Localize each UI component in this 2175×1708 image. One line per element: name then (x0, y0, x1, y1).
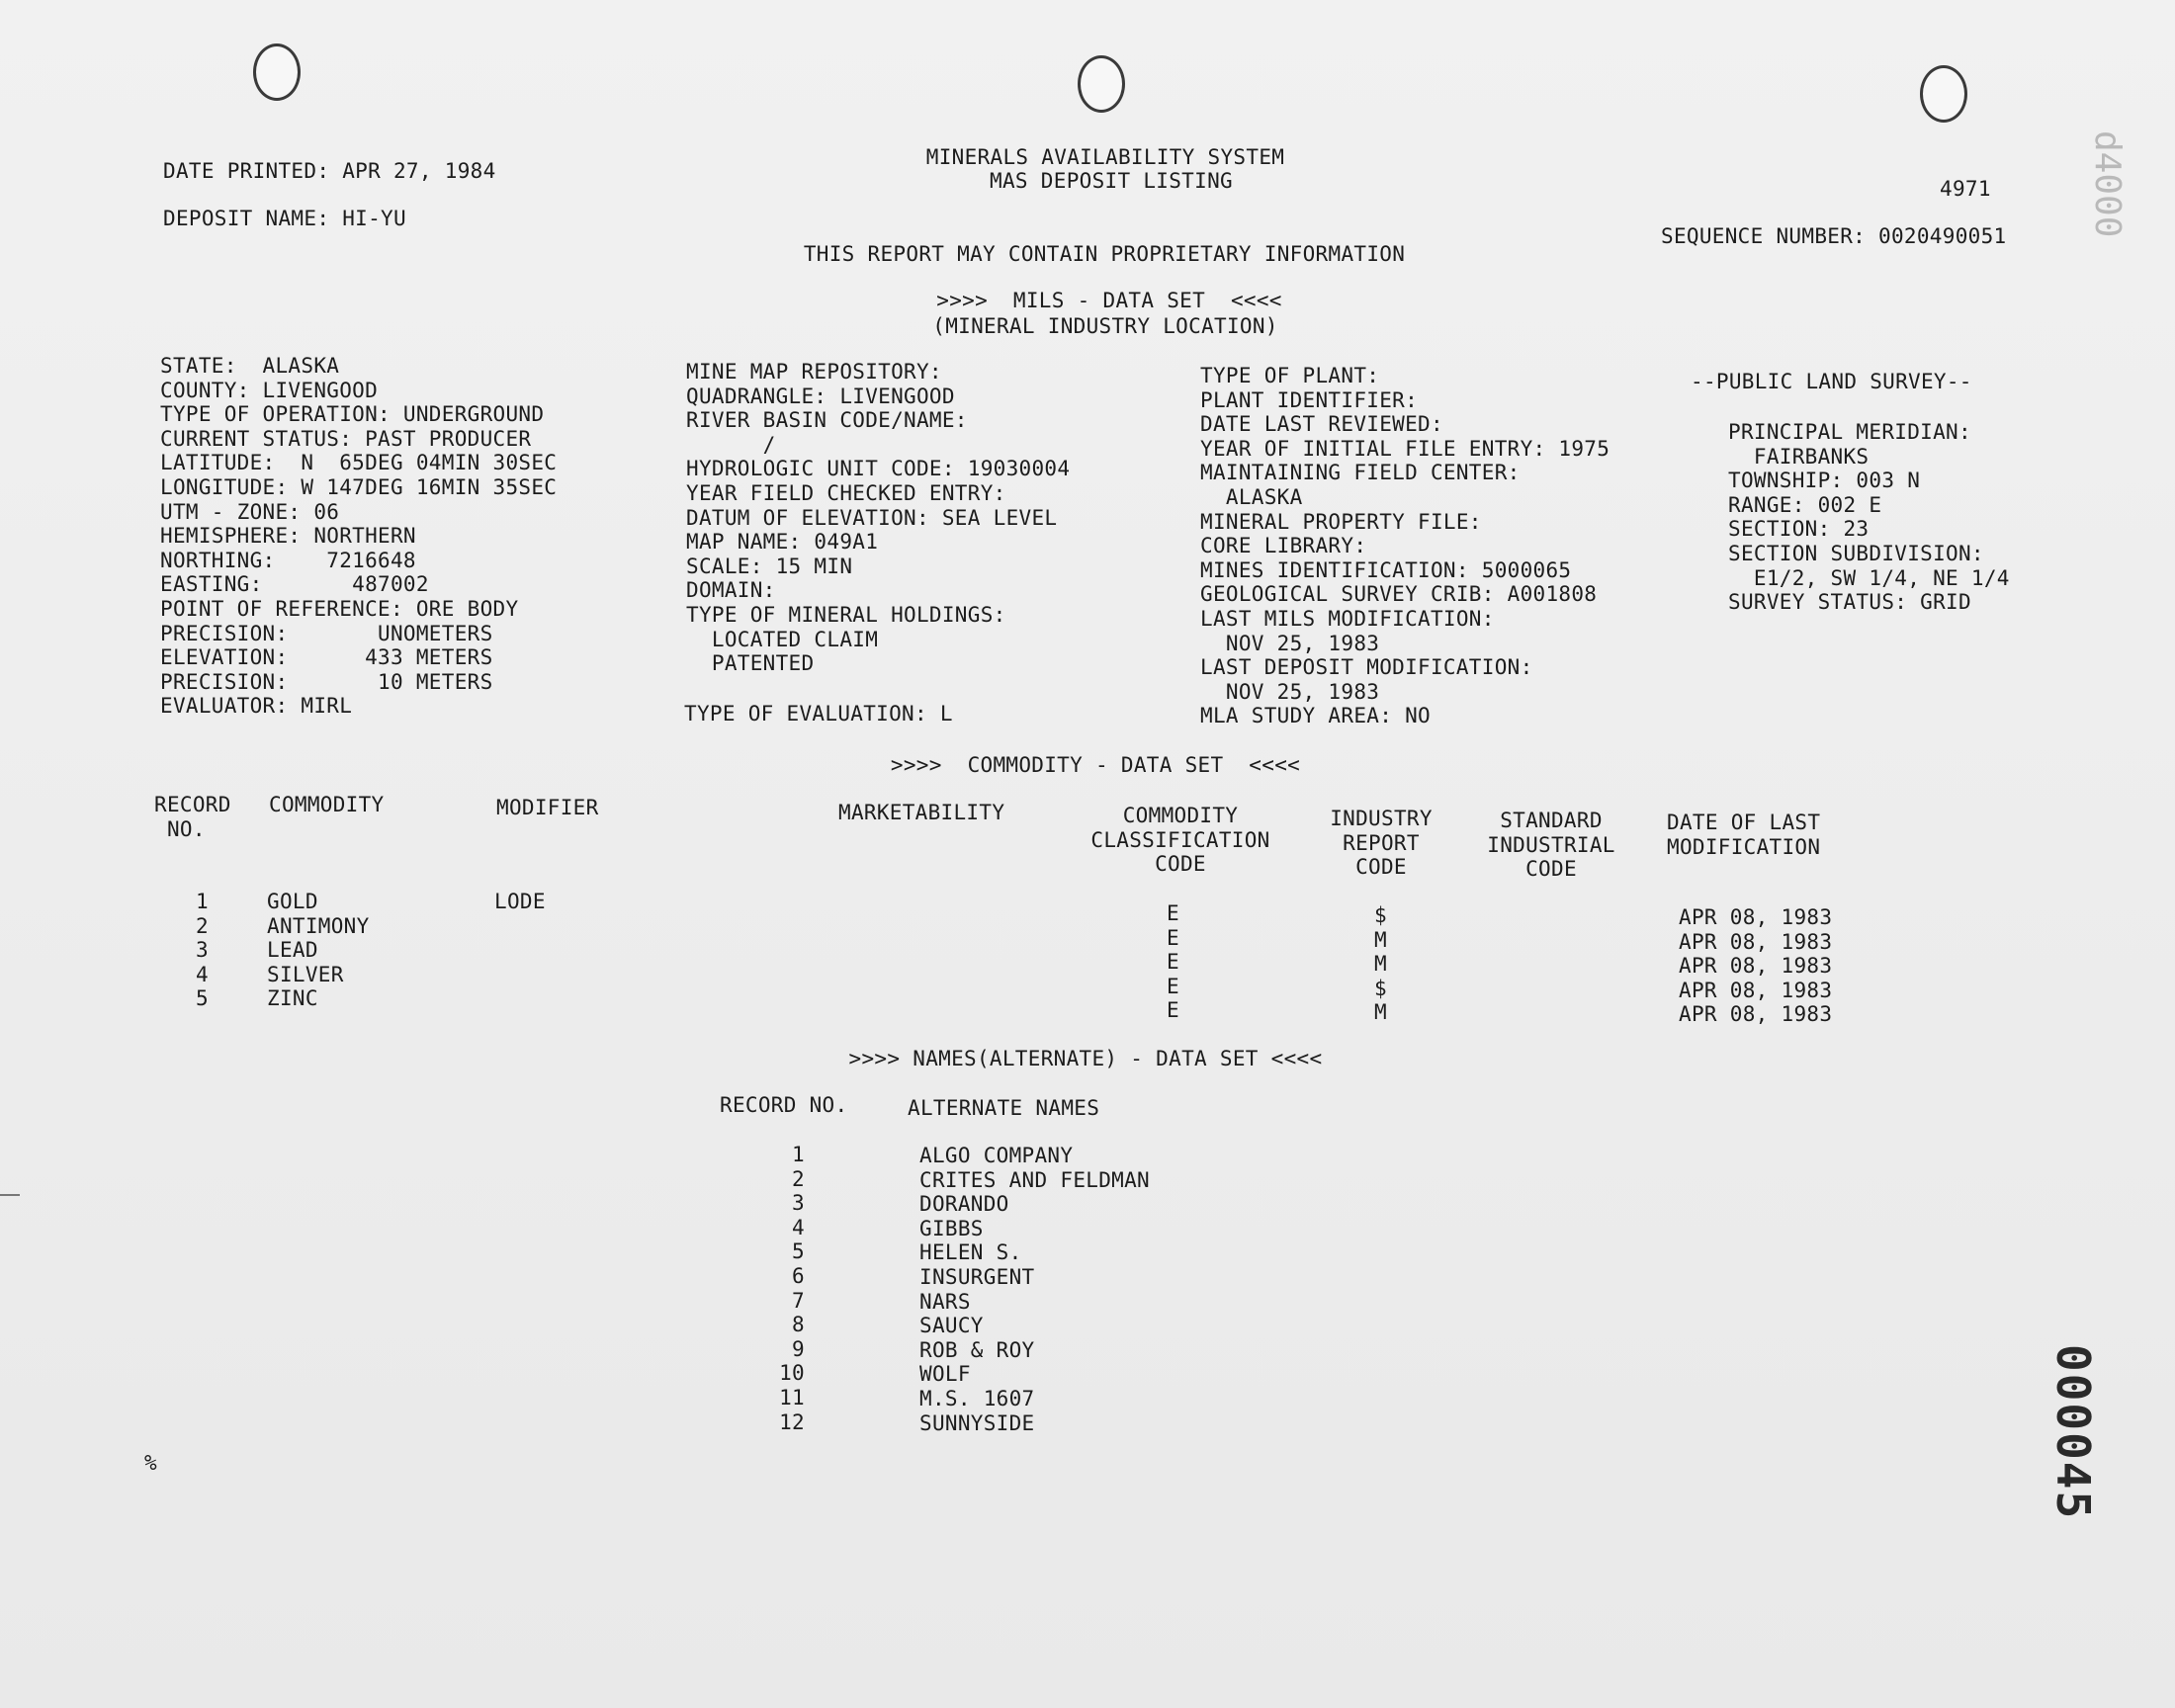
location-field: HEMISPHERE: NORTHERN (160, 524, 416, 549)
file-field: MAINTAINING FIELD CENTER: (1200, 461, 1521, 485)
industry-report-code: $ (1374, 903, 1387, 927)
file-field: PLANT IDENTIFIER: (1200, 387, 1419, 412)
location-field: LATITUDE: N 65DEG 04MIN 30SEC (160, 451, 558, 475)
file-field: TYPE OF PLANT: (1200, 364, 1380, 387)
punch-hole-right (1920, 65, 1967, 123)
commodity-header-commodity: COMMODITY (269, 793, 385, 816)
alternate-name: INSURGENT (919, 1265, 1035, 1289)
file-field: MLA STUDY AREA: NO (1200, 704, 1431, 728)
mils-map-column (686, 360, 1070, 676)
commodity-modification-date: APR 08, 1983 (1679, 905, 1833, 929)
file-field: LAST DEPOSIT MODIFICATION: (1200, 655, 1533, 680)
commodity-header-record: RECORD NO. (154, 793, 231, 841)
map-field: DATUM OF ELEVATION: SEA LEVEL (686, 505, 1058, 530)
file-field: NOV 25, 1983 (1200, 631, 1380, 655)
map-field: QUADRANGLE: LIVENGOOD (686, 384, 955, 408)
top-right-stamp: d4000 (2087, 130, 2128, 238)
commodity-modification-date: APR 08, 1983 (1679, 954, 1833, 979)
industry-report-code: M (1374, 927, 1387, 952)
industry-report-code: M (1374, 952, 1387, 977)
alternate-name: GIBBS (919, 1216, 984, 1240)
map-field: SCALE: 15 MIN (686, 554, 853, 578)
alternate-name: SUNNYSIDE (919, 1410, 1035, 1435)
map-field: HYDROLOGIC UNIT CODE: 19030004 (686, 457, 1071, 481)
location-field: PRECISION: 10 METERS (160, 669, 493, 694)
commodity-name: GOLD (267, 890, 318, 913)
survey-field: SURVEY STATUS: GRID (1728, 590, 1971, 615)
map-field: TYPE OF MINERAL HOLDINGS: (686, 602, 1006, 627)
file-field: YEAR OF INITIAL FILE ENTRY: 1975 (1200, 436, 1610, 461)
survey-field: PRINCIPAL MERIDIAN: (1728, 420, 1971, 444)
commodity-header-date: DATE OF LAST MODIFICATION (1667, 811, 1821, 859)
location-field: TYPE OF OPERATION: UNDERGROUND (160, 402, 545, 427)
commodity-class-code: E (1167, 925, 1179, 950)
commodity-header-modifier: MODIFIER (496, 796, 599, 819)
deposit-name: DEPOSIT NAME: HI-YU (163, 207, 406, 230)
file-field: MINERAL PROPERTY FILE: (1200, 509, 1482, 534)
location-field: EVALUATOR: MIRL (160, 694, 353, 719)
alternate-name-record-no: 5 (792, 1239, 805, 1264)
alternate-name-record-no: 11 (779, 1386, 805, 1409)
bottom-right-stamp: 000045 (2046, 1344, 2100, 1521)
alternate-name: ALGO COMPANY (919, 1144, 1074, 1167)
alternate-name: SAUCY (919, 1314, 984, 1338)
alternate-name: HELEN S. (919, 1240, 1022, 1265)
location-field: STATE: ALASKA (160, 354, 340, 378)
location-field: NORTHING: 7216648 (160, 548, 416, 572)
mils-section-subtitle: (MINERAL INDUSTRY LOCATION) (932, 314, 1278, 338)
percent-mark: % (144, 1451, 157, 1475)
commodity-class-code: E (1167, 950, 1179, 975)
listing-title: MAS DEPOSIT LISTING (990, 169, 1233, 193)
system-title: MINERALS AVAILABILITY SYSTEM (925, 145, 1285, 169)
location-field: COUNTY: LIVENGOOD (160, 378, 379, 402)
alternate-name-record-no: 8 (792, 1313, 805, 1337)
commodity-class-code: E (1167, 998, 1179, 1023)
commodity-record-no: 2 (196, 913, 209, 938)
location-field: POINT OF REFERENCE: ORE BODY (160, 596, 519, 621)
mils-section-title: >>>> MILS - DATA SET <<<< (936, 289, 1282, 312)
file-field: GEOLOGICAL SURVEY CRIB: A001808 (1200, 582, 1598, 607)
mils-location-column (160, 354, 557, 719)
commodity-modification-date: APR 08, 1983 (1679, 978, 1833, 1002)
punch-hole-left (253, 43, 301, 101)
survey-field: SECTION: 23 (1728, 517, 1870, 542)
commodity-modifier: LODE (494, 890, 546, 913)
map-field: YEAR FIELD CHECKED ENTRY: (686, 480, 1006, 505)
names-header-alternate: ALTERNATE NAMES (908, 1096, 1100, 1120)
proprietary-notice: THIS REPORT MAY CONTAIN PROPRIETARY INFORMATION (803, 242, 1406, 266)
public-land-survey-title: --PUBLIC LAND SURVEY-- (1691, 370, 1972, 393)
file-field: DATE LAST REVIEWED: (1200, 412, 1443, 437)
alternate-name-record-no: 2 (792, 1166, 805, 1191)
names-header-record: RECORD NO. (720, 1093, 848, 1117)
commodity-header-classification: COMMODITY CLASSIFICATION CODE (1090, 804, 1270, 876)
location-field: UTM - ZONE: 06 (160, 499, 340, 524)
commodity-name: ZINC (267, 986, 318, 1011)
commodity-header-industry: INDUSTRY REPORT CODE (1330, 807, 1433, 879)
page-number: 4971 (1940, 177, 1991, 201)
survey-field: E1/2, SW 1/4, NE 1/4 (1728, 565, 2010, 590)
alternate-name-record-no: 12 (779, 1409, 805, 1434)
date-printed: DATE PRINTED: APR 27, 1984 (163, 159, 496, 183)
alternate-name-record-no: 3 (792, 1191, 805, 1216)
alternate-name-record-no: 4 (792, 1215, 805, 1239)
map-field: / (686, 432, 776, 457)
location-field: LONGITUDE: W 147DEG 16MIN 35SEC (160, 474, 558, 499)
alternate-name: DORANDO (919, 1192, 1009, 1217)
alternate-name-record-no: 1 (792, 1143, 805, 1166)
commodity-modification-date: APR 08, 1983 (1679, 1002, 1833, 1027)
file-field: ALASKA (1200, 484, 1303, 509)
commodity-record-no: 5 (196, 986, 209, 1011)
commodity-modification-date: APR 08, 1983 (1679, 929, 1833, 954)
sequence-number: SEQUENCE NUMBER: 0020490051 (1661, 224, 2007, 248)
location-field: PRECISION: UNOMETERS (160, 621, 493, 645)
commodity-record-no: 1 (196, 890, 209, 913)
punch-hole-center (1078, 55, 1125, 113)
survey-field: TOWNSHIP: 003 N (1728, 469, 1921, 493)
alternate-name: CRITES AND FELDMAN (919, 1167, 1150, 1192)
map-field: RIVER BASIN CODE/NAME: (686, 408, 968, 433)
public-land-survey-column (1728, 420, 2010, 615)
file-field: CORE LIBRARY: (1200, 534, 1367, 558)
survey-field: RANGE: 002 E (1728, 492, 1882, 517)
commodity-name: ANTIMONY (267, 913, 370, 938)
alternate-name: NARS (919, 1289, 971, 1314)
map-field: MINE MAP REPOSITORY: (686, 360, 942, 384)
commodity-record-no: 4 (196, 962, 209, 986)
file-field: NOV 25, 1983 (1200, 679, 1380, 704)
alternate-name-record-no: 6 (792, 1264, 805, 1288)
file-field: MINES IDENTIFICATION: 5000065 (1200, 557, 1572, 582)
survey-field: FAIRBANKS (1728, 444, 1870, 469)
map-field: DOMAIN: (686, 578, 776, 603)
mils-file-column (1200, 364, 1610, 728)
alternate-name: ROB & ROY (919, 1337, 1035, 1362)
location-field: ELEVATION: 433 METERS (160, 645, 493, 670)
location-field: CURRENT STATUS: PAST PRODUCER (160, 426, 532, 451)
commodity-record-no: 3 (196, 938, 209, 963)
type-of-evaluation: TYPE OF EVALUATION: L (684, 702, 953, 726)
alternate-name-record-no: 7 (792, 1288, 805, 1313)
edge-rule (0, 1194, 20, 1196)
alternate-name-record-no: 10 (779, 1361, 805, 1386)
location-field: EASTING: 487002 (160, 572, 429, 597)
commodity-name: LEAD (267, 938, 318, 963)
commodity-class-code: E (1167, 974, 1179, 998)
map-field: LOCATED CLAIM (686, 627, 879, 651)
map-field: MAP NAME: 049A1 (686, 530, 879, 555)
commodity-name: SILVER (267, 962, 344, 986)
commodity-section-title: >>>> COMMODITY - DATA SET <<<< (890, 753, 1301, 777)
alternate-name: M.S. 1607 (919, 1387, 1035, 1410)
commodity-header-sic: STANDARD INDUSTRIAL CODE (1487, 809, 1615, 881)
industry-report-code: M (1374, 1000, 1387, 1025)
commodity-class-code: E (1167, 901, 1179, 925)
map-field: PATENTED (686, 651, 815, 676)
survey-field: SECTION SUBDIVISION: (1728, 541, 1984, 565)
industry-report-code: $ (1374, 976, 1387, 1000)
file-field: LAST MILS MODIFICATION: (1200, 606, 1495, 631)
alternate-name-record-no: 9 (792, 1336, 805, 1361)
alternate-name: WOLF (919, 1362, 971, 1387)
commodity-header-marketability: MARKETABILITY (838, 801, 1005, 824)
names-section-title: >>>> NAMES(ALTERNATE) - DATA SET <<<< (848, 1047, 1323, 1070)
